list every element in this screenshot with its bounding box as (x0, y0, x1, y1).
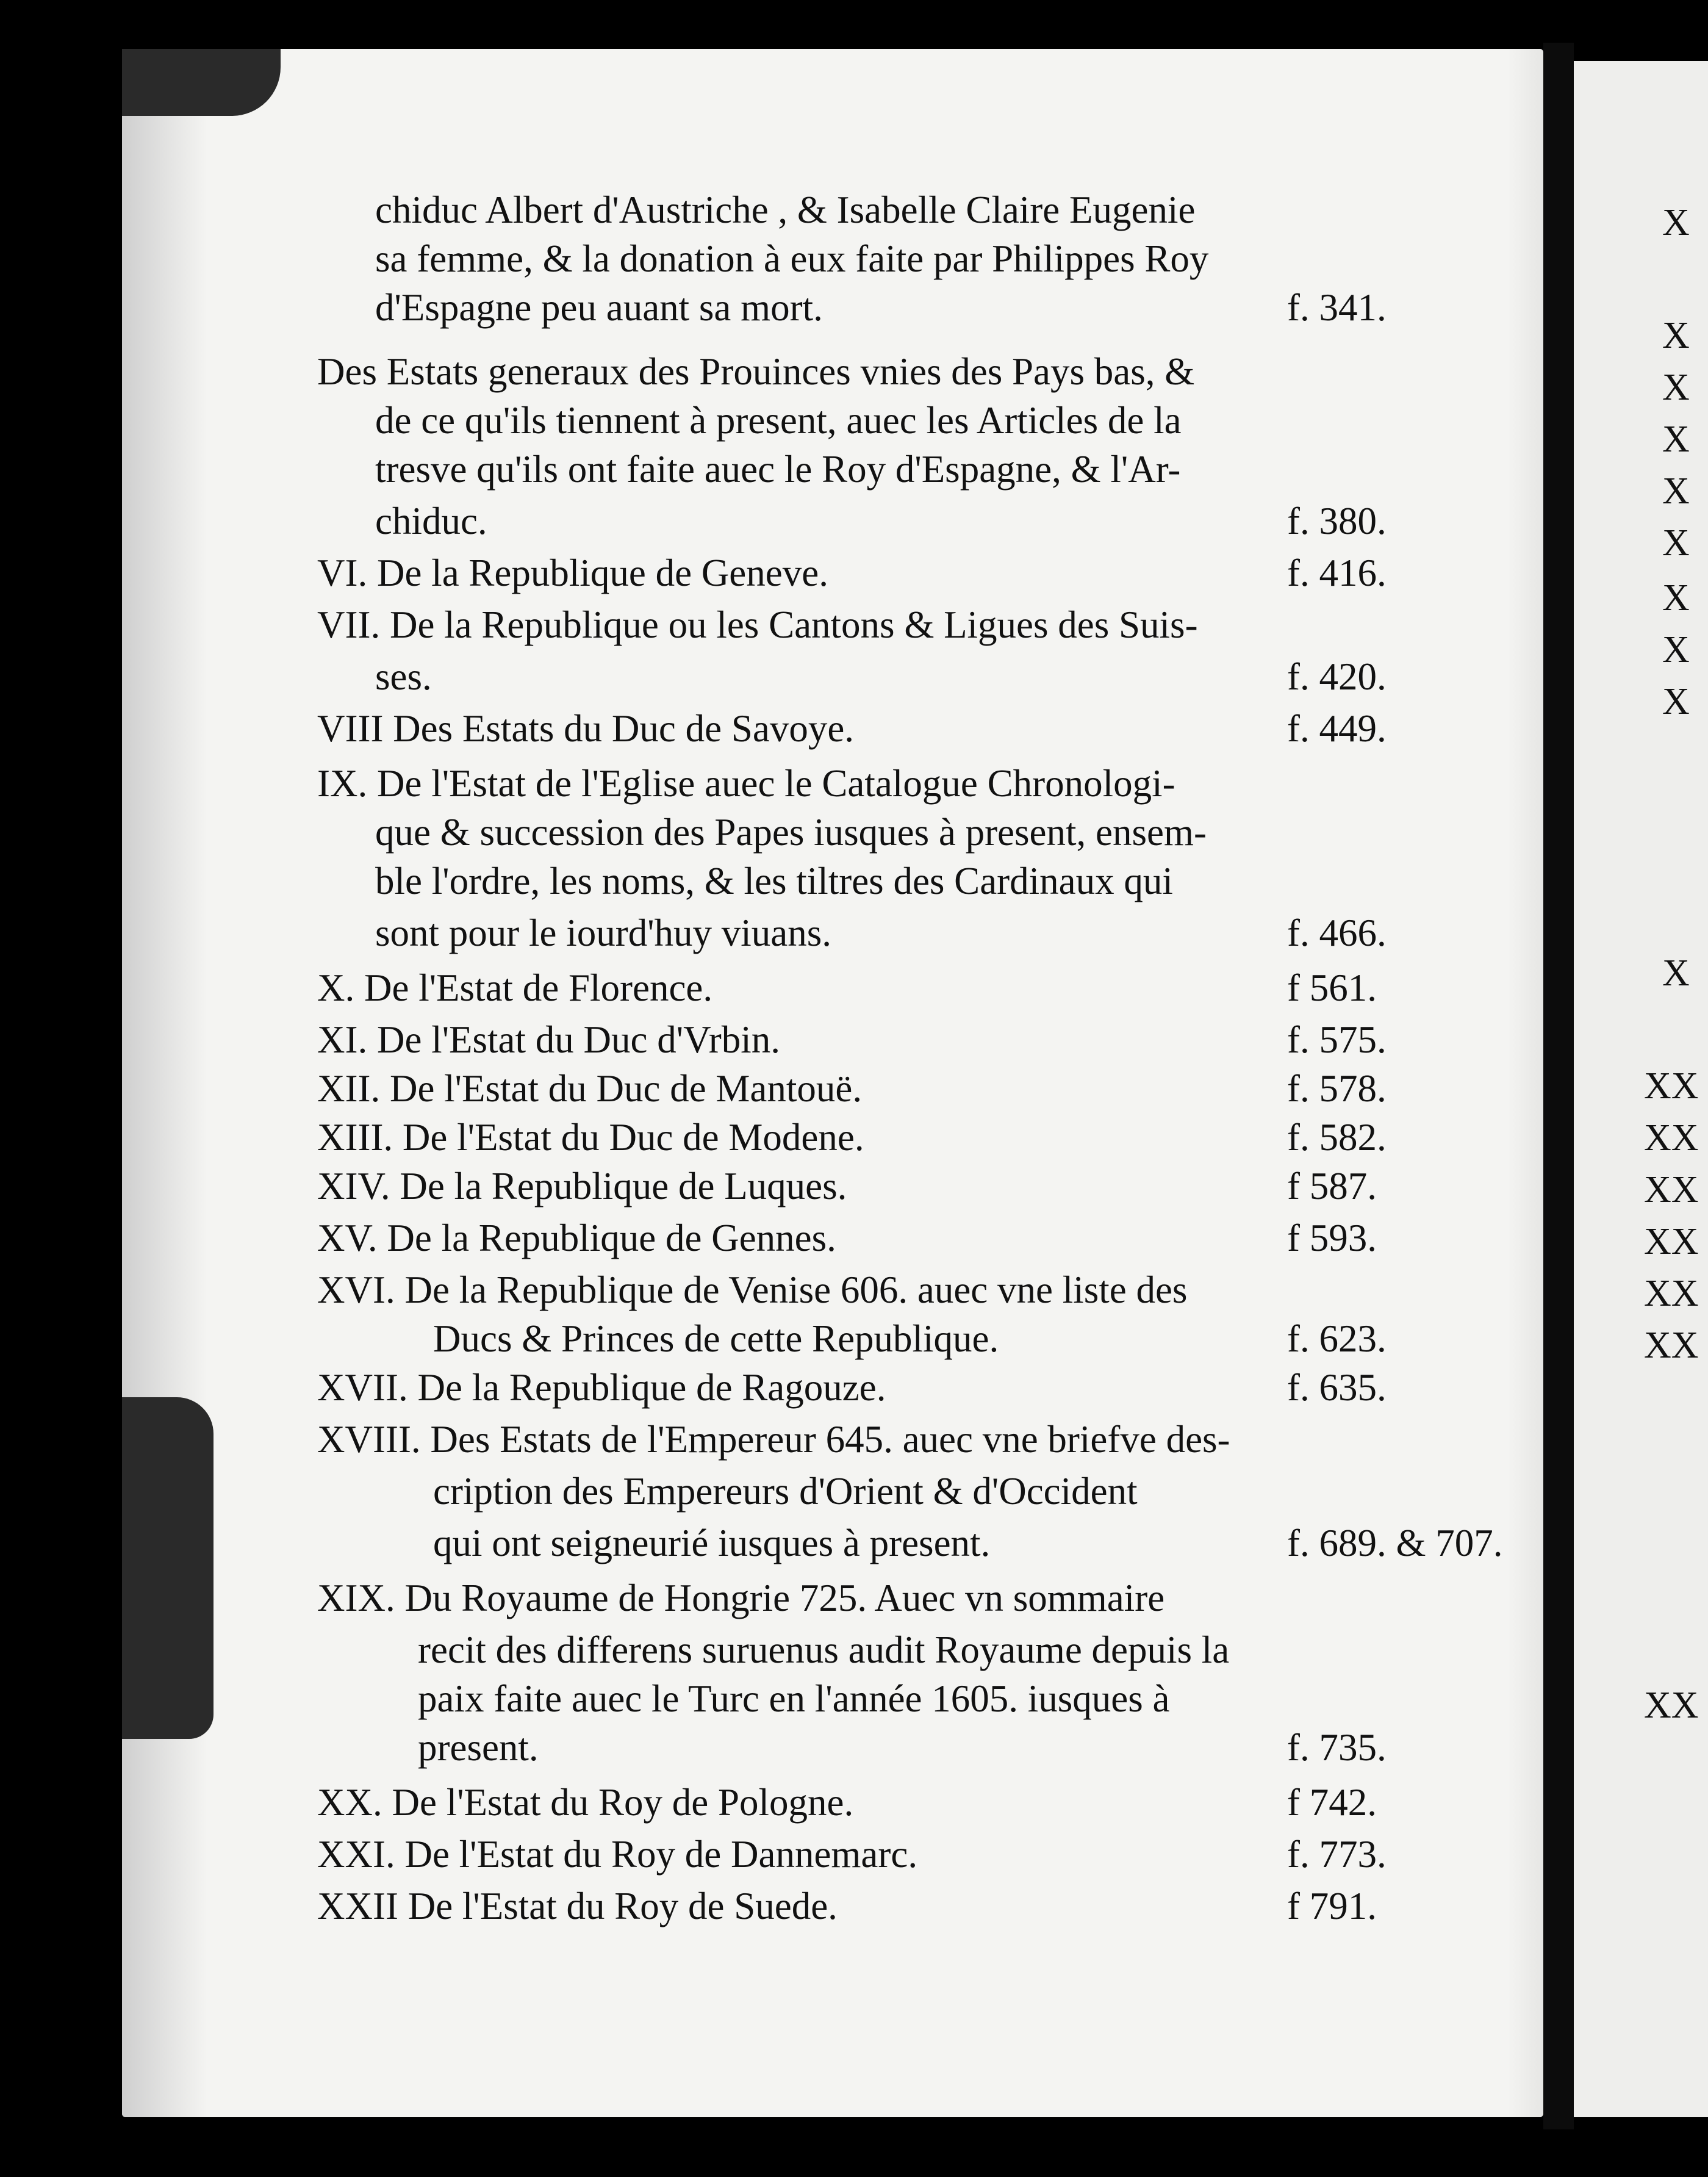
folio-reference: f 561. (1287, 966, 1377, 1009)
folio-reference: f. 635. (1287, 1366, 1387, 1409)
toc-entry: sa femme, & la donation à eux faite par Philippes Roy (375, 237, 1209, 280)
facing-page-mark: XX (1644, 1117, 1699, 1159)
toc-entry: XXI. De l'Estat du Roy de Dannemarc. (317, 1833, 918, 1876)
facing-page-mark: X (1662, 577, 1690, 619)
toc-entry: recit des differens suruenus audit Royaume depuis la (418, 1628, 1230, 1671)
folio-reference: f. 420. (1287, 655, 1387, 698)
toc-entry: chiduc. (375, 500, 487, 542)
toc-entry: XV. De la Republique de Gennes. (317, 1217, 836, 1259)
toc-entry: ble l'ordre, les noms, & les tiltres des Cardinaux qui (375, 860, 1173, 902)
toc-entry: qui ont seigneurié iusques à present. (433, 1522, 991, 1564)
toc-entry: VIII Des Estats du Duc de Savoye. (317, 707, 855, 750)
facing-page-mark: XX (1644, 1273, 1699, 1314)
toc-entry: XVI. De la Republique de Venise 606. auec vne liste des (317, 1268, 1188, 1311)
facing-page-mark: XX (1644, 1065, 1699, 1107)
folio-reference: f. 578. (1287, 1067, 1387, 1110)
toc-entry: XIX. Du Royaume de Hongrie 725. Auec vn sommaire (317, 1577, 1165, 1619)
toc-entry: d'Espagne peu auant sa mort. (375, 286, 823, 329)
folio-reference: f. 449. (1287, 707, 1387, 750)
page-gutter (1543, 43, 1574, 2129)
toc-entry: sont pour le iourd'huy viuans. (375, 912, 832, 954)
facing-page-mark: X (1662, 470, 1690, 512)
toc-entry: XVIII. Des Estats de l'Empereur 645. auec vne briefve des- (317, 1418, 1230, 1461)
toc-entry: VI. De la Republique de Geneve. (317, 552, 828, 594)
toc-entry: XIV. De la Republique de Luques. (317, 1165, 847, 1207)
toc-entry: X. De l'Estat de Florence. (317, 966, 713, 1009)
toc-entry: cription des Empereurs d'Orient & d'Occident (433, 1470, 1138, 1513)
facing-page-mark: X (1662, 202, 1690, 243)
facing-page-mark: X (1662, 629, 1690, 671)
toc-entry: XVII. De la Republique de Ragouze. (317, 1366, 886, 1409)
toc-entry: Ducs & Princes de cette Republique. (433, 1317, 999, 1360)
facing-page-mark: XX (1644, 1169, 1699, 1211)
folio-reference: f. 623. (1287, 1317, 1387, 1360)
folio-reference: f. 380. (1287, 500, 1387, 542)
facing-page-mark: X (1662, 419, 1690, 460)
folio-reference: f. 735. (1287, 1726, 1387, 1769)
toc-entry: Des Estats generaux des Prouinces vnies des Pays bas, & (317, 350, 1195, 393)
facing-page-mark: X (1662, 367, 1690, 408)
toc-entry: tresve qu'ils ont faite auec le Roy d'Espagne, & l'Ar- (375, 448, 1181, 491)
toc-entry: de ce qu'ils tiennent à present, auec les Articles de la (375, 399, 1182, 442)
folio-reference: f. 341. (1287, 286, 1387, 329)
folio-reference: f 587. (1287, 1165, 1377, 1207)
folio-reference: f. 773. (1287, 1833, 1387, 1876)
toc-entry: XI. De l'Estat du Duc d'Vrbin. (317, 1018, 781, 1061)
facing-page-mark: X (1662, 522, 1690, 564)
toc-entry: XIII. De l'Estat du Duc de Modene. (317, 1116, 864, 1159)
folio-reference: f. 575. (1287, 1018, 1387, 1061)
facing-page-mark: X (1662, 315, 1690, 356)
toc-entry: XII. De l'Estat du Duc de Mantouë. (317, 1067, 863, 1110)
toc-entry: XXII De l'Estat du Roy de Suede. (317, 1885, 838, 1927)
toc-entry: chiduc Albert d'Austriche , & Isabelle Claire Eugenie (375, 189, 1196, 231)
damage-stain-top (122, 49, 281, 116)
folio-reference: f. 582. (1287, 1116, 1387, 1159)
toc-entry: ses. (375, 655, 432, 698)
folio-reference: f 593. (1287, 1217, 1377, 1259)
facing-page-mark: XX (1644, 1685, 1699, 1726)
folio-reference: f. 466. (1287, 912, 1387, 954)
toc-entry: paix faite auec le Turc en l'année 1605. iusques à (418, 1677, 1170, 1720)
folio-reference: f 791. (1287, 1885, 1377, 1927)
folio-reference: f. 416. (1287, 552, 1387, 594)
folio-reference: f. 689. & 707. (1287, 1522, 1503, 1564)
facing-page-mark: X (1662, 952, 1690, 994)
facing-page-mark: X (1662, 681, 1690, 722)
toc-entry: XX. De l'Estat du Roy de Pologne. (317, 1781, 854, 1824)
folio-reference: f 742. (1287, 1781, 1377, 1824)
toc-entry: VII. De la Republique ou les Cantons & Ligues des Suis- (317, 603, 1198, 646)
toc-entry: que & succession des Papes iusques à present, ensem- (375, 811, 1207, 854)
damage-stain-left (122, 1397, 214, 1739)
toc-entry: present. (418, 1726, 539, 1769)
facing-page-mark: XX (1644, 1325, 1699, 1366)
toc-entry: IX. De l'Estat de l'Eglise auec le Catalogue Chronologi- (317, 762, 1175, 805)
facing-page-mark: XX (1644, 1221, 1699, 1262)
